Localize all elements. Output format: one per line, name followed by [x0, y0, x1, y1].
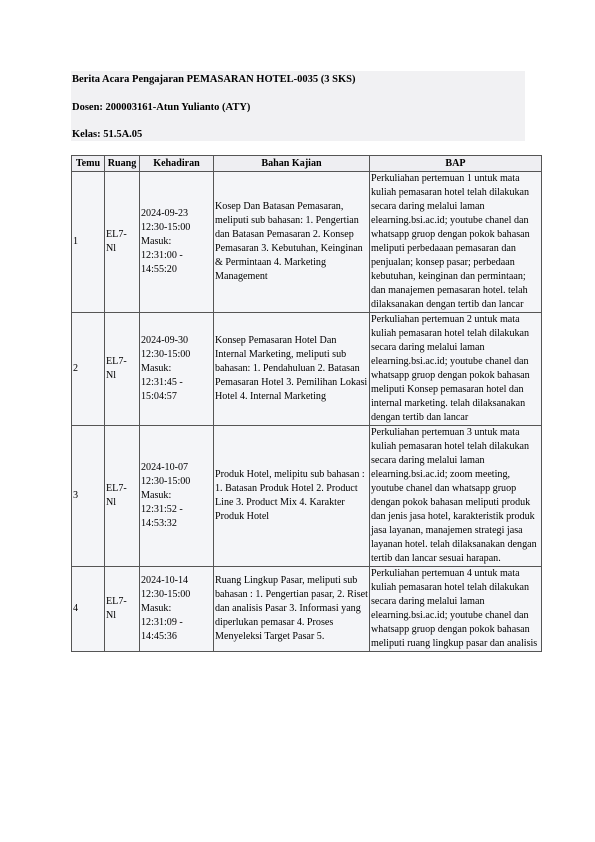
lecturer-line: Dosen: 200003161-Atun Yulianto (ATY)	[72, 102, 251, 113]
kehadiran-cell: 2024-09-30 12:30-15:00 Masuk: 12:31:45 - 15:04:57	[140, 313, 214, 426]
table-row	[72, 172, 542, 313]
temu-cell: 2	[72, 313, 105, 426]
temu-cell: 1	[72, 172, 105, 313]
kehadiran-cell: 2024-10-14 12:30-15:00 Masuk: 12:31:09 - 14:45:36	[140, 567, 214, 652]
bap-cell: Perkuliahan pertemuan 1 untuk mata kuliah pemasaran hotel telah dilakukan secara daring melalui laman elearning.bsi.ac.id; youtube chanel dan whatsapp gruop dengan pokok bahasan meliputi perbedaaan pemasaran dan penjualan; konsep pasar; perbedaan kebutuhan, keinginan dan permintaan; dan manajemen pemasaran hotel. telah dilaksanakan dengan tertib dan lancar	[370, 172, 542, 313]
bahan-kajian-cell: Produk Hotel, melipitu sub bahasan : 1. Batasan Produk Hotel 2. Product Line 3. Product Mix 4. Karakter Produk Hotel	[214, 426, 370, 567]
bahan-kajian-cell: Konsep Pemasaran Hotel Dan Internal Marketing, meliputi sub bahasan: 1. Pendahuluan 2. Batasan Pemasaran Hotel 3. Pemilihan Lokasi Hotel 4. Internal Marketing	[214, 313, 370, 426]
bap-cell: Perkuliahan pertemuan 3 untuk mata kuliah pemasaran hotel telah dilakukan secara daring melalui laman elearning.bsi.ac.id; zoom meeting, youtube chanel dan whatsapp gruop dengan pokok bahasan meliputi produk dan jenis jasa hotel, karakteristik produk jasa layanan, manajemen strategi jasa layanan hotel. telah dilaksanakan dengan tertib dan lancar sesuai harapan.	[370, 426, 542, 567]
temu-cell: 4	[72, 567, 105, 652]
bahan-kajian-cell: Kosep Dan Batasan Pemasaran, meliputi sub bahasan: 1. Pengertian dan Batasan Pemasaran 2. Konsep Pemasaran 3. Kebutuhan, Keinginan & Permintaan 4. Marketing Management	[214, 172, 370, 313]
column-header-ruang: Ruang	[105, 156, 140, 172]
ruang-cell: EL7- Nl	[105, 567, 140, 652]
kehadiran-cell: 2024-10-07 12:30-15:00 Masuk: 12:31:52 - 14:53:32	[140, 426, 214, 567]
ruang-cell: EL7- Nl	[105, 172, 140, 313]
bap-cell: Perkuliahan pertemuan 4 untuk mata kuliah pemasaran hotel telah dilakukan secara daring melalui laman elearning.bsi.ac.id; youtube chanel dan whatsapp gruop dengan pokok bahasan meliputi ruang lingkup pasar dan analisis	[370, 567, 542, 652]
table-row	[72, 313, 542, 426]
course-title: Berita Acara Pengajaran PEMASARAN HOTEL-0035 (3 SKS)	[72, 74, 356, 85]
ruang-cell: EL7- Nl	[105, 313, 140, 426]
bahan-kajian-cell: Ruang Lingkup Pasar, meliputi sub bahasan : 1. Pengertian pasar, 2. Riset dan analisis Pasar 3. Informasi yang diperlukan pemasar 4. Proses Menyeleksi Target Pasar 5.	[214, 567, 370, 652]
column-header-bahan-kajian: Bahan Kajian	[214, 156, 370, 172]
document-header	[71, 71, 525, 141]
table-row	[72, 567, 542, 652]
table-header-row	[72, 156, 542, 172]
bap-cell: Perkuliahan pertemuan 2 untuk mata kuliah pemasaran hotel telah dilakukan secara daring melalui laman elearning.bsi.ac.id; youtube chanel dan whatsapp gruop dengan pokok bahasan meliputi Konsep pemasaran hotel dan internal marketing. telah dilaksanakan dengan tertib dan lancar	[370, 313, 542, 426]
column-header-kehadiran: Kehadiran	[140, 156, 214, 172]
ruang-cell: EL7- Nl	[105, 426, 140, 567]
column-header-temu: Temu	[72, 156, 105, 172]
class-line: Kelas: 51.5A.05	[72, 129, 143, 140]
column-header-bap: BAP	[370, 156, 542, 172]
kehadiran-cell: 2024-09-23 12:30-15:00 Masuk: 12:31:00 - 14:55:20	[140, 172, 214, 313]
table-row	[72, 426, 542, 567]
teaching-report-table	[71, 155, 542, 652]
temu-cell: 3	[72, 426, 105, 567]
